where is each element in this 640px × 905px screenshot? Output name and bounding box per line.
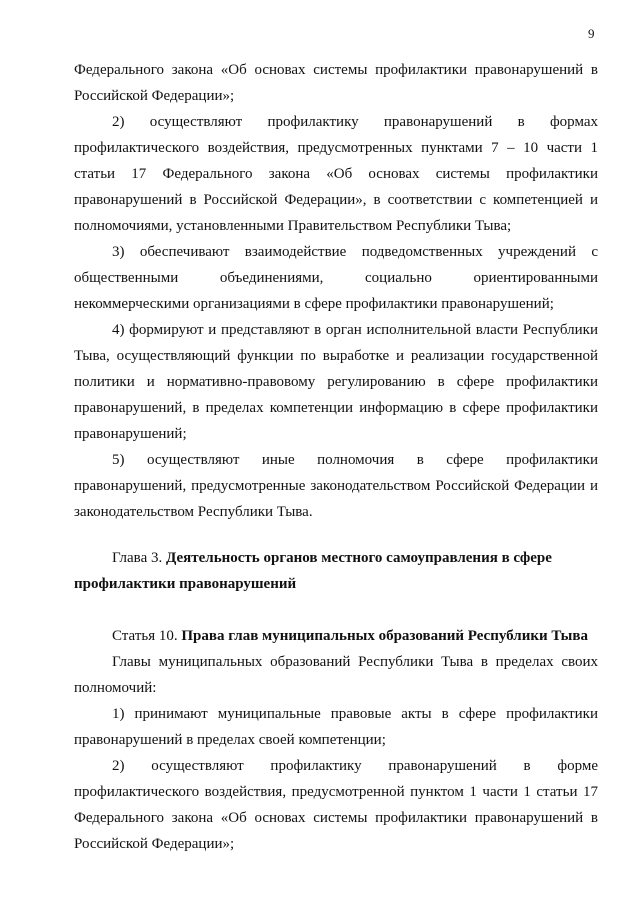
article-intro: Главы муниципальных образований Республики Тыва в пределах своих полномочий: [74,654,598,696]
paragraph-item-2: 2) осуществляют профилактику правонарушений в формах профилактического воздействия, предусмотренных пунктами 7 – 10 части 1 статьи 17 Федерального закона «Об основах системы профилактики правонарушений в Российской Федерации», в соответствии с компетенцией и полномочиями, установленными Правительством Республики Тыва; [74,114,598,234]
document-body [74,57,598,525]
article-title: Права глав муниципальных образований Республики Тыва [181,628,588,644]
paragraph-item-5: 5) осуществляют иные полномочия в сфере профилактики правонарушений, предусмотренные законодательством Российской Федерации и законодательством Республики Тыва. [74,452,598,520]
chapter-title: Деятельность органов местного самоуправления в сфере профилактики правонарушений [74,550,552,592]
paragraph-item-3: 3) обеспечивают взаимодействие подведомственных учреждений с общественными объединениями, социально ориентированными некоммерческими организациями в сфере профилактики правонарушений; [74,244,598,312]
paragraph-continuation: Федерального закона «Об основах системы профилактики правонарушений в Российской Федерации»; [74,62,598,104]
article-prefix: Статья 10. [112,628,182,644]
page-number: 9 [588,26,595,41]
paragraph-item-4: 4) формируют и представляют в орган исполнительной власти Республики Тыва, осуществляющий функции по выработке и реализации государственной политики и нормативно-правовому регулированию в сфере профилактики правонарушений, в пределах компетенции информацию в сфере профилактики правонарушений; [74,322,598,442]
article-heading [74,623,598,649]
article-item-2: 2) осуществляют профилактику правонарушений в форме профилактического воздействия, предусмотренной пунктом 1 части 1 статьи 17 Федерального закона «Об основах системы профилактики правонарушений в Российской Федерации»; [74,758,598,852]
chapter-heading [74,545,598,597]
chapter-prefix: Глава 3. [112,550,166,566]
article-item-1: 1) принимают муниципальные правовые акты в сфере профилактики правонарушений в пределах своей компетенции; [74,706,598,748]
article-body [74,649,598,857]
